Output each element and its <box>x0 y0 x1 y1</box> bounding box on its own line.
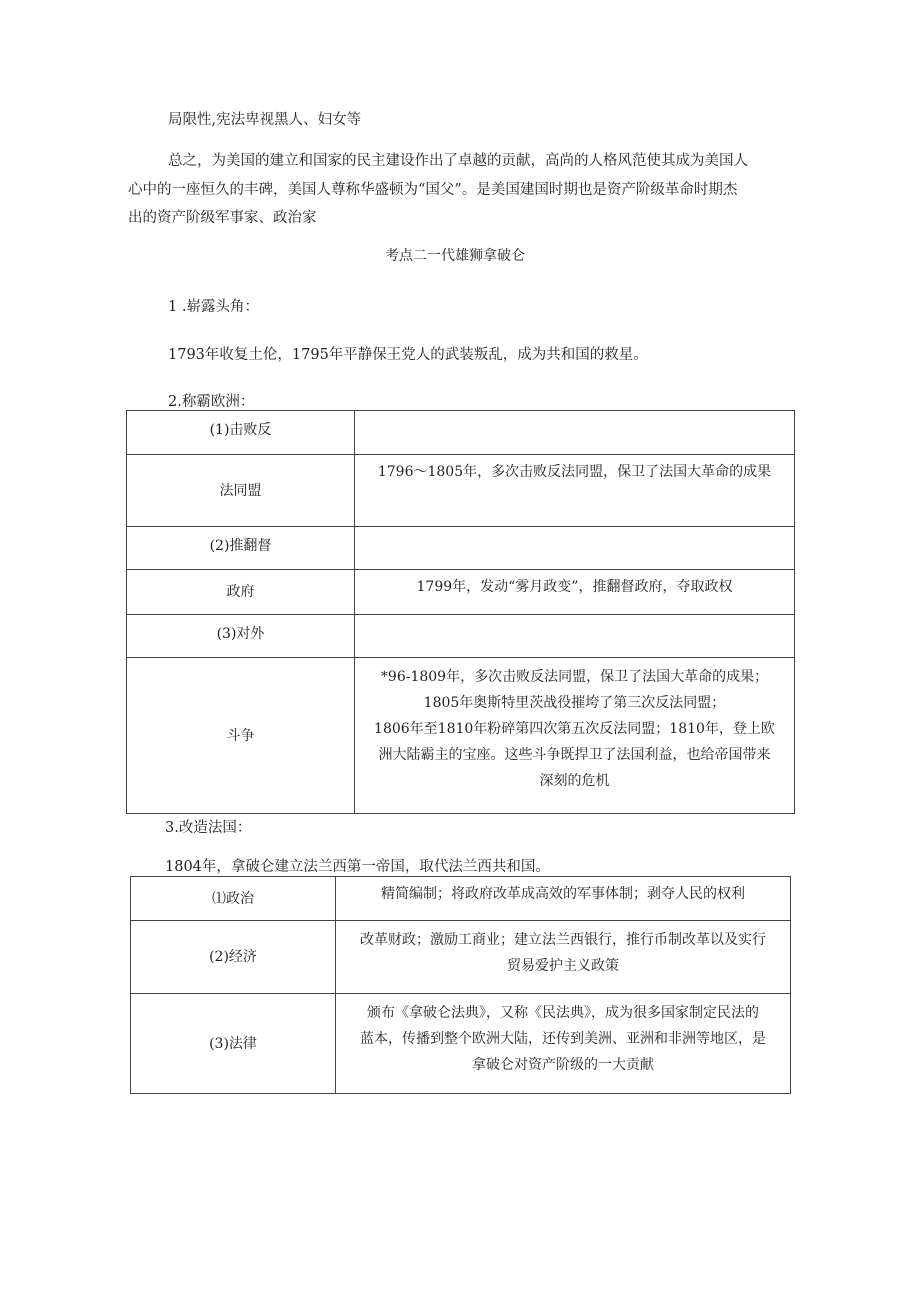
row-content: 1799年，发动“雾月政变”，推翻督政府，夺取政权 <box>355 570 795 615</box>
row-content <box>355 658 795 814</box>
section-title: 考点二一代雄狮拿破仑 <box>385 248 525 264</box>
part1-heading: 1 .崭露头角： <box>168 299 259 315</box>
table-row <box>131 877 791 921</box>
table-row <box>131 921 791 994</box>
row-label: (2)推翻督 <box>127 527 355 570</box>
row-content <box>336 994 791 1094</box>
summary-line-1: 总之，为美国的建立和国家的民主建设作出了卓越的贡献，高尚的人格风范使其成为美国人 <box>168 153 748 169</box>
content-line: 洲大陆霸主的宝座。这些斗争既捍卫了法国利益，也给帝国带来 <box>378 747 771 763</box>
intro-line: 局限性,宪法卑视黑人、妇女等 <box>168 112 362 128</box>
part3-text: 1804年，拿破仑建立法兰西第一帝国，取代法兰西共和国。 <box>165 859 550 875</box>
part1-text: 1793年收复土伦，1795年平静保王党人的武装叛乱，成为共和国的救星。 <box>168 347 648 363</box>
content-line: 拿破仑对资产阶级的一大贡献 <box>472 1057 654 1073</box>
row-label: (3)法律 <box>131 994 336 1094</box>
row-label: (2)经济 <box>131 921 336 994</box>
content-line: 颁布《拿破仑法典》，又称《民法典》，成为很多国家制定民法的 <box>367 1005 759 1021</box>
europe-dominance-table <box>126 410 795 814</box>
content-line: 1805年奥斯特里茨战役摧垮了第三次反法同盟； <box>423 695 726 711</box>
content-line: 蓝本，传播到整个欧洲大陆，还传到美洲、亚洲和非洲等地区，是 <box>360 1031 766 1047</box>
content-line: 贸易爱护主义政策 <box>507 958 619 974</box>
table-row <box>127 527 795 570</box>
reform-france-table <box>130 876 791 1094</box>
part3-heading: 3.改造法国： <box>165 820 252 836</box>
row-content <box>355 615 795 658</box>
content-line: 改革财政；激励工商业；建立法兰西银行，推行币制改革以及实行 <box>360 932 766 948</box>
summary-line-3: 出的资产阶级军事家、政治家 <box>128 210 317 226</box>
part2-heading: 2.称霸欧洲： <box>168 394 255 410</box>
row-content: 1796～1805年，多次击败反法同盟，保卫了法国大革命的成果 <box>355 455 795 527</box>
table-row <box>127 615 795 658</box>
table-row <box>127 455 795 527</box>
row-label: (1)击败反 <box>127 411 355 455</box>
row-content <box>355 411 795 455</box>
table-row <box>127 570 795 615</box>
row-label: 斗争 <box>127 658 355 814</box>
table-row <box>127 411 795 455</box>
row-label: (3)对外 <box>127 615 355 658</box>
summary-line-2: 心中的一座恒久的丰碑，美国人尊称华盛顿为“国父”。是美国建国时期也是资产阶级革命时期杰 <box>128 182 738 198</box>
row-content <box>336 877 791 921</box>
row-label: ⑴政治 <box>131 877 336 921</box>
row-label: 政府 <box>127 570 355 615</box>
table-row <box>127 658 795 814</box>
content-line: 1806年至1810年粉碎第四次第五次反法同盟；1810年，登上欧 <box>374 721 775 737</box>
content-line: 精简编制；将政府改革成高效的军事体制；剥夺人民的权利 <box>381 886 745 902</box>
table-row <box>131 994 791 1094</box>
row-content <box>355 527 795 570</box>
content-line: 深刻的危机 <box>539 773 610 789</box>
content-line: *96-1809年，多次击败反法同盟，保卫了法国大革命的成果； <box>380 669 769 685</box>
row-content <box>336 921 791 994</box>
row-label: 法同盟 <box>127 455 355 527</box>
